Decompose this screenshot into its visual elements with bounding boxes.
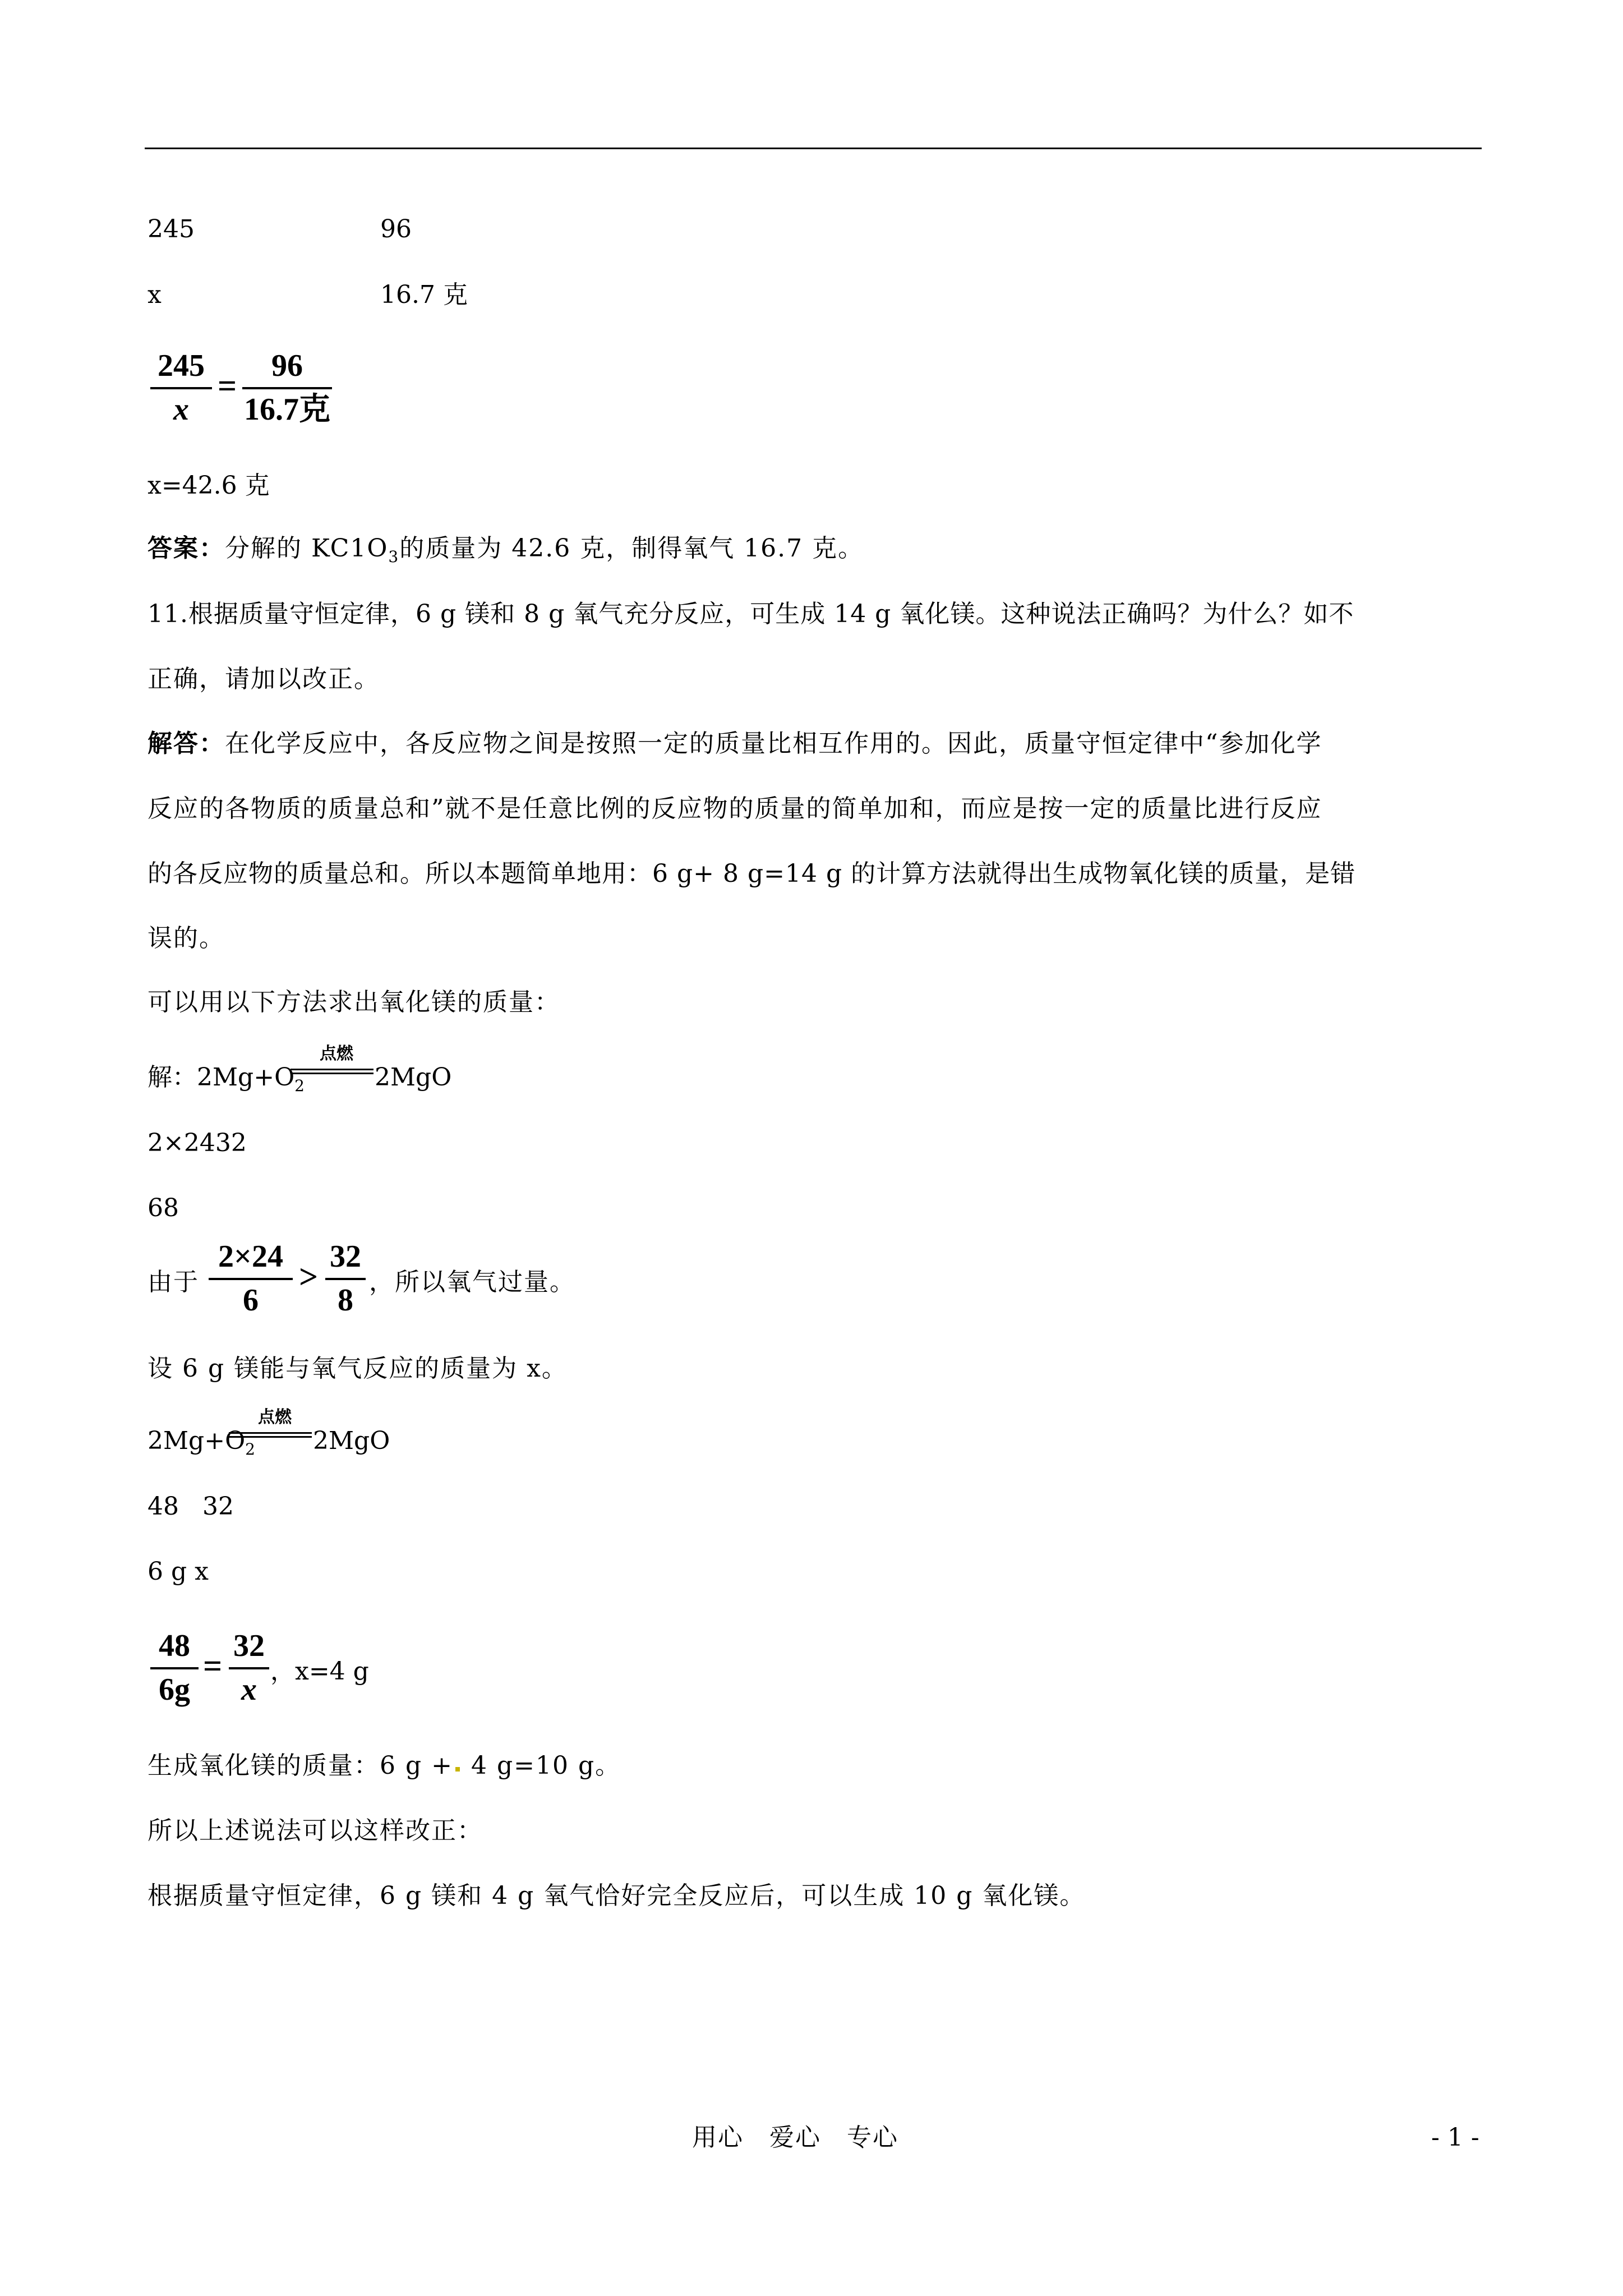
row1-right: 96: [380, 215, 412, 243]
greater-than-sign: >: [299, 1258, 319, 1295]
fraction-bar: [150, 387, 212, 389]
reaction2-o2-subscript: 2: [245, 1439, 255, 1458]
fraction-32-over-x: [229, 1628, 269, 1712]
explanation-line1: [147, 728, 1322, 760]
method-intro: 可以用以下方法求出氧化镁的质量：: [147, 988, 560, 1016]
correction-line: 根据质量守恒定律，6 g 镁和 4 g 氧气恰好完全反应后，可以生成 10 g 氧化镁。: [147, 1881, 1086, 1910]
question-11-line1: 11.根据质量守恒定律，6 g 镁和 8 g 氧气充分反应，可生成 14 g 氧化镁。这种说法正确吗？为什么？如不: [147, 600, 1354, 628]
fraction-numerator: 32: [330, 1239, 361, 1274]
explanation-text: 在化学反应中，各反应物之间是按照一定的质量比相互作用的。因此，质量守恒定律中“参加化学: [225, 729, 1322, 758]
header-rule: [145, 148, 1482, 149]
fraction-numerator: 2×24: [218, 1239, 283, 1274]
answer-subscript: 3: [388, 547, 400, 566]
fraction-numerator: 96: [271, 348, 303, 383]
fraction-numerator: 48: [159, 1628, 190, 1663]
fraction-bar: [209, 1278, 293, 1280]
fraction-denominator: x: [173, 392, 189, 427]
fraction-denominator: 16.7克: [244, 392, 330, 427]
correction-intro: 所以上述说法可以这样改正：: [147, 1816, 483, 1845]
reaction1-o2-subscript: 2: [294, 1076, 305, 1095]
row2-left: x: [147, 280, 162, 309]
stray-dot: [455, 1767, 460, 1772]
fraction-denominator: 6g: [159, 1672, 190, 1707]
fraction-denominator: 8: [338, 1283, 353, 1318]
fraction-32-over-8: [325, 1239, 366, 1323]
result-x: x=42.6 克: [147, 471, 270, 500]
reaction2-condition: 点燃: [258, 1407, 292, 1427]
setup-line: 设 6 g 镁能与氧气反应的质量为 x。: [147, 1354, 568, 1383]
answer-text-a: 分解的 KC1O: [225, 534, 389, 563]
reaction1-product: 2MgO: [375, 1063, 452, 1092]
fraction-bar: [242, 387, 332, 389]
reaction2-reactants: 2Mg+O: [147, 1427, 246, 1455]
reaction1-left: [147, 1062, 305, 1102]
fraction-245-over-x: [150, 348, 212, 432]
row1-left: 245: [147, 215, 195, 243]
reaction2-result: ，x=4 g: [270, 1657, 369, 1686]
question-11-line2: 正确，请加以改正。: [147, 665, 380, 693]
fraction-48-over-6g: [150, 1628, 199, 1712]
compare-suffix: ，所以氧气过量。: [369, 1268, 575, 1296]
fraction-denominator: 6: [243, 1283, 259, 1318]
fraction-bar: [325, 1278, 366, 1280]
product-mass-b: 4 g=10 g。: [462, 1751, 621, 1780]
reaction2-masses: 48 32: [147, 1492, 234, 1521]
answer-line: [147, 533, 864, 573]
reaction2-given: 6 g x: [147, 1557, 209, 1586]
product-mass-line: [147, 1750, 621, 1782]
equals-sign: =: [203, 1648, 223, 1685]
answer-label: 答案：: [147, 534, 225, 563]
reaction1-condition: 点燃: [320, 1044, 353, 1064]
fraction-2x24-over-6: [209, 1239, 293, 1323]
explanation-line3: 的各反应物的质量总和。所以本题简单地用：6 g+ 8 g=14 g 的计算方法就得出生成物氧化镁的质量，是错: [147, 859, 1356, 888]
product-mass-a: 生成氧化镁的质量：6 g +: [147, 1751, 453, 1780]
reaction2-left: [147, 1425, 255, 1465]
reaction2-equals-arrow: [229, 1432, 312, 1438]
explanation-line2: 反应的各物质的质量总和”就不是任意比例的反应物的质量的简单加和，而应是按一定的质量比进行反应: [147, 794, 1322, 823]
answer-text-b: 的质量为 42.6 克，制得氧气 16.7 克。: [399, 534, 864, 563]
fraction-bar: [150, 1667, 199, 1669]
fraction-numerator: 32: [233, 1628, 265, 1663]
masses-line: 2×2432: [147, 1129, 247, 1157]
reaction1-equals-arrow: [291, 1069, 374, 1074]
explanation-line4: 误的。: [147, 924, 225, 953]
fraction-96-over-16-7: [242, 348, 332, 432]
fraction-denominator: x: [241, 1672, 257, 1707]
reaction2-product: 2MgO: [313, 1427, 390, 1455]
solution-label: 解：: [147, 1063, 197, 1092]
reaction1-reactants: 2Mg+O: [197, 1063, 295, 1092]
page-number: - 1 -: [1431, 2123, 1479, 2152]
compare-prefix: 由于: [147, 1268, 199, 1296]
footer-motto: 用心 爱心 专心: [692, 2123, 898, 2152]
fraction-bar: [229, 1667, 269, 1669]
masses-line2: 68: [147, 1194, 179, 1222]
explanation-label: 解答：: [147, 729, 225, 758]
equals-sign: =: [218, 367, 237, 404]
fraction-numerator: 245: [158, 348, 205, 383]
row2-right: 16.7 克: [380, 280, 468, 309]
